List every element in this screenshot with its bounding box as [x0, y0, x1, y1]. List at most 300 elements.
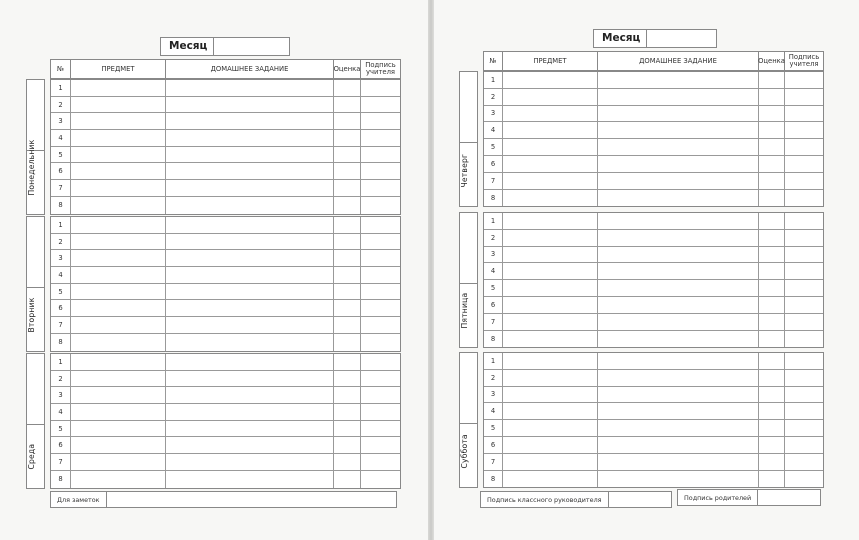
- row-number: 8: [484, 331, 503, 348]
- homework-cell[interactable]: [166, 250, 334, 266]
- grade-cell[interactable]: [759, 213, 785, 229]
- signature-cell[interactable]: [785, 122, 823, 138]
- grade-cell[interactable]: [759, 247, 785, 263]
- day-block: [26, 353, 401, 489]
- signature-cell[interactable]: [785, 280, 823, 296]
- grade-cell[interactable]: [759, 331, 785, 348]
- homework-cell[interactable]: [166, 387, 334, 403]
- row-number: 1: [484, 353, 503, 369]
- homework-cell[interactable]: [598, 454, 759, 470]
- row-number: 5: [51, 147, 71, 163]
- signature-cell[interactable]: [361, 180, 400, 196]
- signature-cell[interactable]: [361, 387, 400, 403]
- grade-cell[interactable]: [759, 437, 785, 453]
- subject-cell[interactable]: [71, 404, 166, 420]
- signature-cell[interactable]: [785, 314, 823, 330]
- signature-cell[interactable]: [361, 454, 400, 470]
- row-number: 1: [51, 217, 71, 233]
- homework-cell[interactable]: [166, 471, 334, 488]
- subject-cell[interactable]: [71, 334, 166, 351]
- row-number: 8: [484, 190, 503, 207]
- table-row: [51, 471, 400, 488]
- grade-cell[interactable]: [759, 280, 785, 296]
- table-row: [51, 197, 400, 214]
- parents-signature-box-label: Подпись родителей: [678, 490, 758, 505]
- grade-cell[interactable]: [759, 370, 785, 386]
- subject-cell[interactable]: [71, 97, 166, 113]
- row-number: 4: [51, 404, 71, 420]
- homework-cell[interactable]: [166, 317, 334, 333]
- grade-cell[interactable]: [759, 387, 785, 403]
- subject-cell[interactable]: [71, 80, 166, 96]
- grade-cell[interactable]: [334, 113, 361, 129]
- header-subject: ПРЕДМЕТ: [71, 60, 166, 78]
- table-row: [484, 471, 823, 488]
- signature-cell[interactable]: [785, 213, 823, 229]
- signature-cell[interactable]: [361, 354, 400, 370]
- subject-cell[interactable]: [503, 314, 598, 330]
- homework-cell[interactable]: [598, 420, 759, 436]
- table-row: [51, 284, 400, 301]
- header-num: №: [51, 60, 71, 78]
- grade-cell[interactable]: [334, 80, 361, 96]
- grade-cell[interactable]: [759, 263, 785, 279]
- signature-cell[interactable]: [361, 217, 400, 233]
- row-number: 2: [484, 89, 503, 105]
- table-row: [51, 80, 400, 97]
- grade-cell[interactable]: [759, 122, 785, 138]
- subject-cell[interactable]: [71, 163, 166, 179]
- grade-cell[interactable]: [334, 354, 361, 370]
- table-row: [484, 72, 823, 89]
- table-row: [484, 190, 823, 207]
- grade-cell[interactable]: [759, 190, 785, 207]
- day-name: Среда: [26, 443, 36, 470]
- row-number: 5: [484, 420, 503, 436]
- row-number: 4: [484, 403, 503, 419]
- subject-cell[interactable]: [71, 197, 166, 214]
- homework-cell[interactable]: [166, 284, 334, 300]
- subject-cell[interactable]: [503, 122, 598, 138]
- signature-cell[interactable]: [785, 173, 823, 189]
- subject-cell[interactable]: [71, 130, 166, 146]
- grade-cell[interactable]: [334, 147, 361, 163]
- homework-cell[interactable]: [166, 113, 334, 129]
- row-number: 1: [484, 72, 503, 88]
- homework-cell[interactable]: [166, 371, 334, 387]
- table-row: [51, 163, 400, 180]
- homework-cell[interactable]: [598, 190, 759, 207]
- grade-cell[interactable]: [759, 353, 785, 369]
- grade-cell[interactable]: [334, 130, 361, 146]
- table-row: [51, 354, 400, 371]
- day-label-column: [26, 79, 45, 215]
- homework-cell[interactable]: [598, 106, 759, 122]
- homework-cell[interactable]: [598, 471, 759, 488]
- homework-cell[interactable]: [166, 80, 334, 96]
- signature-cell[interactable]: [785, 106, 823, 122]
- month-box: [593, 29, 717, 48]
- homework-cell[interactable]: [166, 217, 334, 233]
- subject-cell[interactable]: [503, 106, 598, 122]
- subject-cell[interactable]: [503, 213, 598, 229]
- homework-cell[interactable]: [598, 139, 759, 155]
- row-number: 7: [51, 180, 71, 196]
- subject-cell[interactable]: [503, 156, 598, 172]
- subject-cell[interactable]: [503, 173, 598, 189]
- day-block: [26, 216, 401, 352]
- day-block: [459, 352, 824, 488]
- row-number: 3: [51, 250, 71, 266]
- signature-cell[interactable]: [785, 139, 823, 155]
- class-teacher-signature-box-label: Подпись классного руководителя: [481, 492, 609, 507]
- homework-cell[interactable]: [598, 314, 759, 330]
- homework-cell[interactable]: [166, 163, 334, 179]
- grade-cell[interactable]: [334, 437, 361, 453]
- row-number: 3: [51, 113, 71, 129]
- subject-cell[interactable]: [71, 250, 166, 266]
- subject-cell[interactable]: [503, 471, 598, 488]
- signature-cell[interactable]: [785, 353, 823, 369]
- signature-cell[interactable]: [785, 247, 823, 263]
- row-number: 6: [51, 437, 71, 453]
- grade-cell[interactable]: [334, 284, 361, 300]
- table-row: [51, 97, 400, 114]
- subject-cell[interactable]: [71, 354, 166, 370]
- homework-cell[interactable]: [166, 354, 334, 370]
- signature-cell[interactable]: [785, 72, 823, 88]
- table-row: [484, 331, 823, 348]
- subject-cell[interactable]: [503, 370, 598, 386]
- day-label-divider: [27, 287, 44, 288]
- month-label: Месяц: [594, 30, 647, 47]
- homework-cell[interactable]: [598, 263, 759, 279]
- row-number: 5: [484, 280, 503, 296]
- signature-cell[interactable]: [785, 403, 823, 419]
- subject-cell[interactable]: [71, 113, 166, 129]
- subject-cell[interactable]: [503, 331, 598, 348]
- notes-box-label: Для заметок: [51, 492, 107, 507]
- signature-cell[interactable]: [361, 317, 400, 333]
- homework-cell[interactable]: [598, 213, 759, 229]
- signature-cell[interactable]: [361, 284, 400, 300]
- signature-cell[interactable]: [785, 471, 823, 488]
- day-name: Пятница: [459, 293, 469, 329]
- homework-cell[interactable]: [166, 180, 334, 196]
- homework-cell[interactable]: [166, 267, 334, 283]
- grade-cell[interactable]: [759, 403, 785, 419]
- grade-cell[interactable]: [334, 334, 361, 351]
- grade-cell[interactable]: [334, 421, 361, 437]
- subject-cell[interactable]: [503, 454, 598, 470]
- subject-cell[interactable]: [71, 284, 166, 300]
- row-number: 8: [51, 197, 71, 214]
- grade-cell[interactable]: [334, 197, 361, 214]
- signature-cell[interactable]: [785, 387, 823, 403]
- table-row: [51, 387, 400, 404]
- header-signature-line1: Подпись: [788, 53, 820, 61]
- subject-cell[interactable]: [71, 180, 166, 196]
- signature-cell[interactable]: [785, 263, 823, 279]
- day-label-column: [26, 216, 45, 352]
- homework-cell[interactable]: [166, 197, 334, 214]
- subject-cell[interactable]: [503, 190, 598, 207]
- table-row: [51, 234, 400, 251]
- grade-cell[interactable]: [334, 234, 361, 250]
- subject-cell[interactable]: [503, 263, 598, 279]
- day-table: [483, 71, 824, 207]
- subject-cell[interactable]: [503, 437, 598, 453]
- homework-cell[interactable]: [166, 234, 334, 250]
- signature-cell[interactable]: [361, 371, 400, 387]
- subject-cell[interactable]: [71, 234, 166, 250]
- grade-cell[interactable]: [334, 163, 361, 179]
- row-number: 1: [51, 80, 71, 96]
- signature-cell[interactable]: [361, 421, 400, 437]
- homework-cell[interactable]: [598, 72, 759, 88]
- day-label-column: [459, 352, 478, 488]
- signature-cell[interactable]: [361, 334, 400, 351]
- month-input[interactable]: [214, 38, 289, 55]
- class-teacher-signature-box: [480, 491, 672, 508]
- grade-cell[interactable]: [759, 297, 785, 313]
- day-name: Понедельник: [26, 139, 36, 196]
- day-name: Вторник: [26, 297, 36, 333]
- grade-cell[interactable]: [334, 217, 361, 233]
- row-number: 3: [484, 106, 503, 122]
- grade-cell[interactable]: [334, 404, 361, 420]
- signature-cell[interactable]: [361, 234, 400, 250]
- signature-cell[interactable]: [361, 80, 400, 96]
- day-label-column: [459, 71, 478, 207]
- homework-cell[interactable]: [166, 130, 334, 146]
- notes-box-field[interactable]: [107, 492, 396, 507]
- grade-cell[interactable]: [334, 454, 361, 470]
- grade-cell[interactable]: [334, 250, 361, 266]
- grade-cell[interactable]: [334, 97, 361, 113]
- grade-cell[interactable]: [759, 106, 785, 122]
- homework-cell[interactable]: [598, 89, 759, 105]
- month-input[interactable]: [647, 30, 716, 47]
- subject-cell[interactable]: [71, 371, 166, 387]
- header-homework: ДОМАШНЕЕ ЗАДАНИЕ: [166, 60, 334, 78]
- row-number: 1: [51, 354, 71, 370]
- row-number: 3: [51, 387, 71, 403]
- signature-cell[interactable]: [361, 197, 400, 214]
- day-block: [459, 212, 824, 348]
- day-table: [483, 352, 824, 488]
- grade-cell[interactable]: [759, 72, 785, 88]
- grade-cell[interactable]: [334, 267, 361, 283]
- subject-cell[interactable]: [503, 387, 598, 403]
- table-row: [484, 106, 823, 123]
- grade-cell[interactable]: [759, 156, 785, 172]
- table-row: [484, 247, 823, 264]
- subject-cell[interactable]: [503, 89, 598, 105]
- subject-cell[interactable]: [503, 403, 598, 419]
- subject-cell[interactable]: [503, 72, 598, 88]
- month-box: [160, 37, 290, 56]
- row-number: 5: [51, 284, 71, 300]
- homework-cell[interactable]: [598, 353, 759, 369]
- row-number: 7: [484, 314, 503, 330]
- day-block: [459, 71, 824, 207]
- row-number: 2: [51, 234, 71, 250]
- homework-cell[interactable]: [598, 280, 759, 296]
- table-row: [484, 263, 823, 280]
- homework-cell[interactable]: [166, 147, 334, 163]
- day-block: [26, 79, 401, 215]
- table-row: [484, 314, 823, 331]
- day-table: [50, 79, 401, 215]
- homework-cell[interactable]: [598, 297, 759, 313]
- subject-cell[interactable]: [71, 217, 166, 233]
- homework-cell[interactable]: [598, 403, 759, 419]
- row-number: 8: [51, 334, 71, 351]
- day-label-column: [26, 353, 45, 489]
- homework-cell[interactable]: [598, 370, 759, 386]
- row-number: 7: [484, 173, 503, 189]
- homework-cell[interactable]: [598, 230, 759, 246]
- day-label-divider: [460, 142, 477, 143]
- homework-cell[interactable]: [166, 334, 334, 351]
- signature-cell[interactable]: [361, 130, 400, 146]
- signature-cell[interactable]: [785, 331, 823, 348]
- subject-cell[interactable]: [503, 280, 598, 296]
- table-row: [51, 317, 400, 334]
- homework-cell[interactable]: [166, 421, 334, 437]
- table-row: [51, 300, 400, 317]
- signature-cell[interactable]: [361, 97, 400, 113]
- table-row: [484, 156, 823, 173]
- table-row: [51, 334, 400, 351]
- subject-cell[interactable]: [71, 471, 166, 488]
- table-row: [484, 139, 823, 156]
- table-row: [51, 180, 400, 197]
- subject-cell[interactable]: [71, 454, 166, 470]
- table-row: [484, 437, 823, 454]
- signature-cell[interactable]: [361, 147, 400, 163]
- grade-cell[interactable]: [759, 173, 785, 189]
- homework-cell[interactable]: [166, 97, 334, 113]
- day-table: [50, 353, 401, 489]
- row-number: 4: [51, 130, 71, 146]
- homework-cell[interactable]: [598, 437, 759, 453]
- table-row: [51, 130, 400, 147]
- signature-cell[interactable]: [361, 437, 400, 453]
- signature-cell[interactable]: [785, 454, 823, 470]
- subject-cell[interactable]: [71, 387, 166, 403]
- grade-cell[interactable]: [334, 180, 361, 196]
- homework-cell[interactable]: [598, 156, 759, 172]
- grade-cell[interactable]: [759, 89, 785, 105]
- homework-cell[interactable]: [598, 387, 759, 403]
- grade-cell[interactable]: [759, 420, 785, 436]
- row-number: 8: [484, 471, 503, 488]
- signature-cell[interactable]: [785, 89, 823, 105]
- header-signature-line1: Подпись: [365, 61, 396, 69]
- subject-cell[interactable]: [503, 230, 598, 246]
- homework-cell[interactable]: [166, 437, 334, 453]
- notes-box: [50, 491, 397, 508]
- homework-cell[interactable]: [166, 404, 334, 420]
- signature-cell[interactable]: [361, 113, 400, 129]
- signature-cell[interactable]: [785, 230, 823, 246]
- row-number: 3: [484, 387, 503, 403]
- signature-cell[interactable]: [361, 163, 400, 179]
- subject-cell[interactable]: [71, 317, 166, 333]
- homework-cell[interactable]: [598, 173, 759, 189]
- grade-cell[interactable]: [334, 317, 361, 333]
- subject-cell[interactable]: [71, 300, 166, 316]
- subject-cell[interactable]: [71, 437, 166, 453]
- grade-cell[interactable]: [334, 471, 361, 488]
- table-header: [483, 51, 824, 71]
- subject-cell[interactable]: [503, 297, 598, 313]
- signature-cell[interactable]: [361, 267, 400, 283]
- homework-cell[interactable]: [166, 454, 334, 470]
- signature-cell[interactable]: [361, 300, 400, 316]
- signature-cell[interactable]: [785, 420, 823, 436]
- signature-cell[interactable]: [361, 471, 400, 488]
- signature-cell[interactable]: [785, 156, 823, 172]
- day-label-divider: [460, 283, 477, 284]
- day-label-divider: [27, 424, 44, 425]
- homework-cell[interactable]: [598, 331, 759, 348]
- subject-cell[interactable]: [71, 147, 166, 163]
- grade-cell[interactable]: [334, 387, 361, 403]
- grade-cell[interactable]: [759, 230, 785, 246]
- table-row: [484, 370, 823, 387]
- signature-cell[interactable]: [785, 437, 823, 453]
- subject-cell[interactable]: [71, 267, 166, 283]
- grade-cell[interactable]: [334, 300, 361, 316]
- signature-cell[interactable]: [361, 404, 400, 420]
- grade-cell[interactable]: [334, 371, 361, 387]
- table-row: [484, 280, 823, 297]
- table-row: [51, 113, 400, 130]
- grade-cell[interactable]: [759, 314, 785, 330]
- row-number: 6: [484, 297, 503, 313]
- signature-cell[interactable]: [785, 370, 823, 386]
- homework-cell[interactable]: [598, 122, 759, 138]
- row-number: 6: [484, 437, 503, 453]
- day-label-divider: [460, 423, 477, 424]
- subject-cell[interactable]: [71, 421, 166, 437]
- table-row: [51, 267, 400, 284]
- header-homework: ДОМАШНЕЕ ЗАДАНИЕ: [598, 52, 759, 70]
- subject-cell[interactable]: [503, 139, 598, 155]
- signature-cell[interactable]: [785, 190, 823, 207]
- subject-cell[interactable]: [503, 420, 598, 436]
- signature-cell[interactable]: [361, 250, 400, 266]
- homework-cell[interactable]: [598, 247, 759, 263]
- subject-cell[interactable]: [503, 247, 598, 263]
- signature-cell[interactable]: [785, 297, 823, 313]
- row-number: 1: [484, 213, 503, 229]
- row-number: 6: [51, 300, 71, 316]
- table-row: [484, 454, 823, 471]
- parents-signature-box-field[interactable]: [758, 490, 820, 505]
- header-signature-line2: учителя: [365, 68, 396, 76]
- subject-cell[interactable]: [503, 353, 598, 369]
- grade-cell[interactable]: [759, 139, 785, 155]
- grade-cell[interactable]: [759, 471, 785, 488]
- grade-cell[interactable]: [759, 454, 785, 470]
- header-grade: Оценка: [334, 60, 361, 78]
- homework-cell[interactable]: [166, 300, 334, 316]
- class-teacher-signature-box-field[interactable]: [609, 492, 672, 507]
